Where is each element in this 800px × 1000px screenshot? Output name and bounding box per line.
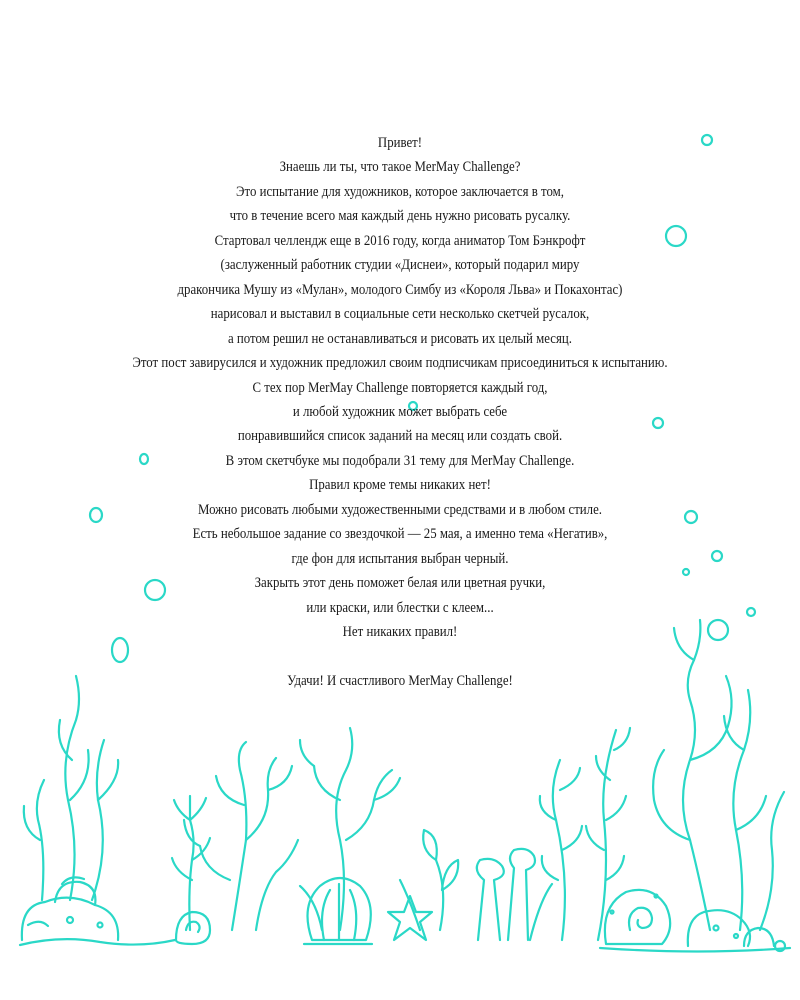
text-line: Знаешь ли ты, что такое MerMay Challenge? (279, 159, 521, 176)
snail-shell-icon (176, 912, 210, 944)
greeting: Привет! (377, 135, 423, 151)
paragraph-gap (101, 645, 699, 669)
text-line: В этом скетчбуке мы подобрали 31 тему для MerMay Challenge. (225, 452, 575, 469)
intro-text (101, 131, 699, 693)
coral-icon (300, 728, 400, 930)
text-line: Этот пост завирусился и художник предложил своим подписчикам присоединиться к испытанию. (132, 355, 668, 372)
seabed-line (600, 948, 790, 952)
text-line: Закрыть этот день поможет белая или цветная ручки, (254, 575, 546, 592)
text-line: или краски, или блестки с клеем... (306, 599, 494, 616)
text-line: нарисовал и выставил в социальные сети несколько скетчей русалок, (210, 306, 590, 323)
seaweed-icon (24, 676, 118, 900)
text-line: и любой художник может выбрать себе (292, 403, 508, 420)
text-line: Правил кроме темы никаких нет! (309, 477, 491, 494)
tube-sponge-icon (477, 849, 552, 940)
text-line: что в течение всего мая каждый день нужно рисовать русалку. (229, 208, 571, 225)
rock-icon (22, 877, 118, 940)
rock-icon (688, 910, 774, 946)
text-line: С тех пор MerMay Challenge повторяется каждый год, (252, 379, 548, 396)
closing-line: Удачи! И счастливого MerMay Challenge! (287, 672, 513, 689)
text-line: Стартовал челлендж еще в 2016 году, когда аниматор Том Бэнкрофт (214, 232, 586, 249)
seashell-icon (304, 878, 372, 944)
text-line: Это испытание для художников, которое заключается в том, (236, 183, 564, 200)
coral-icon (184, 742, 298, 930)
text-line: Нет никаких правил! (342, 624, 458, 641)
text-line: дракончика Мушу из «Мулан», молодого Симбу из «Короля Льва» и Покахонтас) (177, 281, 623, 298)
seaweed-icon (172, 796, 210, 930)
text-line: а потом решил не останавливаться и рисовать их целый месяц. (228, 330, 572, 347)
text-line: Есть небольшое задание со звездочкой — 25 мая, а именно тема «Негатив», (192, 526, 608, 543)
text-line: Можно рисовать любыми художественными средствами и в любом стиле. (197, 501, 603, 518)
text-line: (заслуженный работник студии «Диснеи», который подарил миру (220, 257, 580, 274)
seaweed-icon (540, 728, 630, 940)
seabed-line (20, 939, 175, 945)
text-line: понравившийся список заданий на месяц или создать свой. (237, 428, 563, 445)
text-line: где фон для испытания выбран черный. (291, 550, 509, 567)
snail-shell-icon (605, 890, 670, 944)
